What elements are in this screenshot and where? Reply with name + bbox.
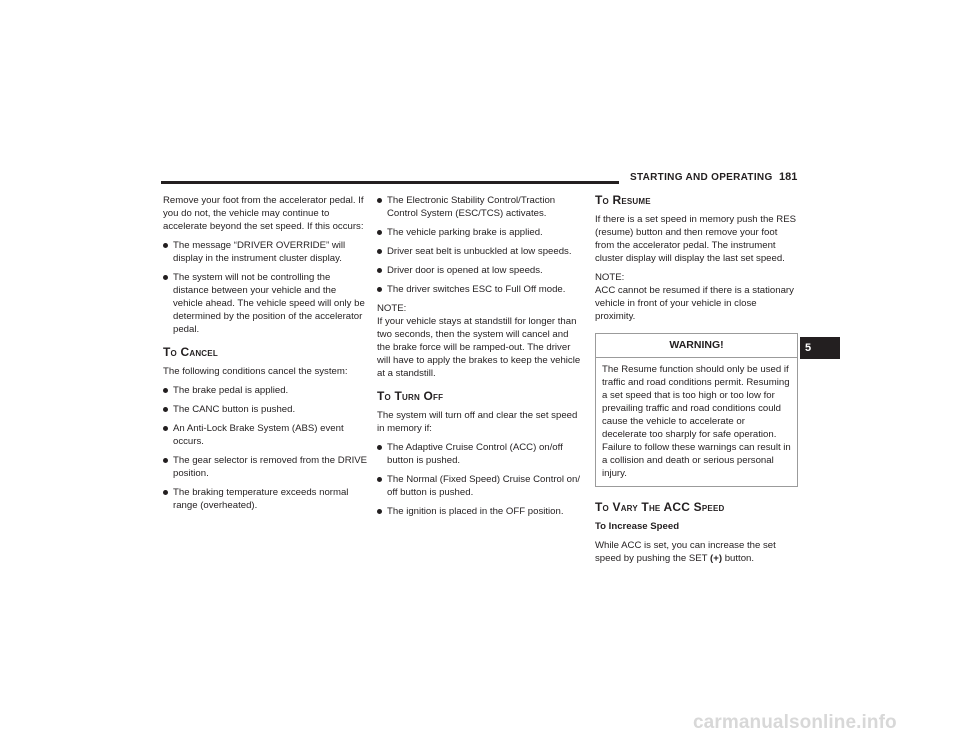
header-rule bbox=[161, 181, 619, 184]
turn-off-intro: The system will turn off and clear the set speed in memory if: bbox=[377, 410, 578, 434]
note bbox=[595, 271, 798, 323]
list-item: The ignition is placed in the OFF position. bbox=[377, 505, 582, 518]
list-item: An Anti-Lock Brake System (ABS) event occurs. bbox=[163, 422, 368, 448]
list-item: Driver door is opened at low speeds. bbox=[377, 264, 582, 277]
column-middle bbox=[377, 194, 582, 524]
intro-paragraph: Remove your foot from the accelerator pedal. If you do not, the vehicle may continue to accelerate beyond the set speed. If this occurs: bbox=[163, 195, 364, 232]
cancel-list bbox=[163, 384, 368, 512]
note bbox=[377, 302, 582, 380]
warning-box bbox=[595, 333, 798, 487]
note-text: If your vehicle stays at standstill for longer than two seconds, then the system will cancel and the brake force will be ramped-out. The driver will have to apply the brakes to keep the vehicle at a standstill. bbox=[377, 316, 581, 379]
list-item: The vehicle parking brake is applied. bbox=[377, 226, 582, 239]
list-item: Driver seat belt is unbuckled at low speeds. bbox=[377, 245, 582, 258]
list-item: The message “DRIVER OVERRIDE” will display in the instrument cluster display. bbox=[163, 239, 368, 265]
section-heading-turn-off: To Turn Off bbox=[377, 389, 444, 403]
set-plus-label: (+) bbox=[710, 553, 723, 564]
increase-text-end: button. bbox=[722, 553, 755, 564]
note-text: ACC cannot be resumed if there is a stationary vehicle in front of your vehicle in close proximity. bbox=[595, 285, 794, 322]
list-item: The Normal (Fixed Speed) Cruise Control on/ off button is pushed. bbox=[377, 473, 582, 499]
list-item: The driver switches ESC to Full Off mode. bbox=[377, 283, 582, 296]
column-left bbox=[163, 194, 368, 518]
turn-off-list bbox=[377, 441, 582, 518]
list-item: The CANC button is pushed. bbox=[163, 403, 368, 416]
cancel-list-continued bbox=[377, 194, 582, 296]
running-header: STARTING AND OPERATING bbox=[630, 172, 773, 183]
page-number: 181 bbox=[779, 171, 798, 183]
increase-paragraph bbox=[595, 539, 798, 565]
section-heading-cancel: To Cancel bbox=[163, 345, 218, 359]
section-heading-resume: To Resume bbox=[595, 193, 651, 207]
list-item: The brake pedal is applied. bbox=[163, 384, 368, 397]
note-label: NOTE: bbox=[595, 272, 625, 283]
chapter-tab: 5 bbox=[800, 337, 840, 359]
watermark: carmanualsonline.info bbox=[693, 712, 897, 733]
cancel-intro: The following conditions cancel the system: bbox=[163, 366, 348, 377]
column-right bbox=[595, 194, 798, 571]
list-item: The system will not be controlling the distance between your vehicle and the vehicle ahead. The vehicle speed will only be determined by the position of the accelerator pedal. bbox=[163, 271, 368, 336]
list-item: The gear selector is removed from the DRIVE position. bbox=[163, 454, 368, 480]
override-list bbox=[163, 239, 368, 336]
note-label: NOTE: bbox=[377, 303, 407, 314]
warning-title: WARNING! bbox=[596, 334, 797, 358]
list-item: The Electronic Stability Control/Traction Control System (ESC/TCS) activates. bbox=[377, 194, 582, 220]
warning-text: The Resume function should only be used if traffic and road conditions permit. Resuming a set speed that is too high or too low for prevailing traffic and road conditions could cause the vehicle to accelerate or decelerate too sharply for safe operation. Failure to follow these warnings can result in a collision and death or serious personal injury. bbox=[602, 364, 791, 479]
resume-paragraph: If there is a set speed in memory push the RES (resume) button and then remove your foot from the accelerator pedal. The instrument cluster display will display the last set speed. bbox=[595, 214, 797, 264]
increase-text: While ACC is set, you can increase the set speed by pushing the SET bbox=[595, 540, 776, 564]
section-heading-vary-speed: To Vary The ACC Speed bbox=[595, 500, 725, 514]
subheading-increase-speed: To Increase Speed bbox=[595, 521, 680, 532]
list-item: The braking temperature exceeds normal range (overheated). bbox=[163, 486, 368, 512]
list-item: The Adaptive Cruise Control (ACC) on/off button is pushed. bbox=[377, 441, 582, 467]
